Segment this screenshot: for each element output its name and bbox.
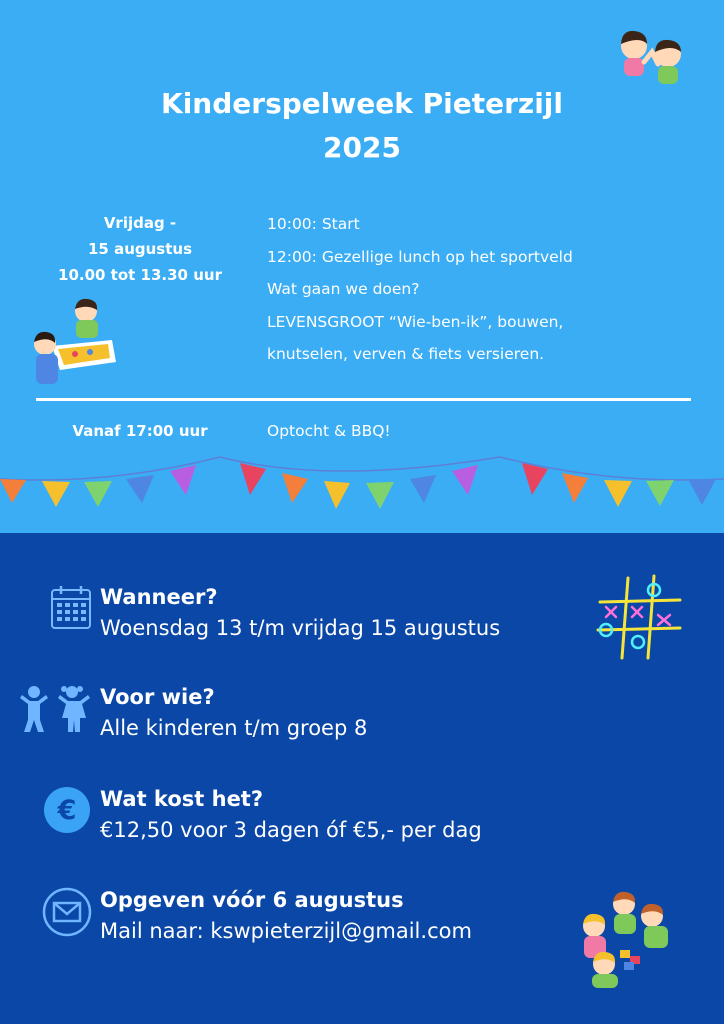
bunting-flag bbox=[604, 480, 632, 507]
bunting-flag bbox=[366, 482, 394, 509]
bunting-garland bbox=[0, 455, 724, 515]
bunting-flag bbox=[282, 473, 308, 503]
schedule-line: knutselen, verven & fiets versieren. bbox=[267, 345, 545, 363]
bunting-flag bbox=[410, 475, 436, 503]
bunting-flag bbox=[452, 465, 478, 495]
bunting-flag bbox=[324, 481, 350, 509]
calendar-icon bbox=[50, 584, 92, 630]
friday-day: Vrijdag - bbox=[103, 214, 177, 232]
bunting-flag bbox=[646, 480, 674, 506]
euro-icon bbox=[43, 786, 91, 834]
title-line-2: 2025 bbox=[323, 131, 401, 164]
schedule-line: 12:00: Gezellige lunch op het sportveld bbox=[267, 247, 573, 266]
bunting-flag bbox=[562, 473, 588, 503]
info-who bbox=[100, 683, 367, 745]
evening-activity: Optocht & BBQ! bbox=[267, 422, 391, 440]
bunting-flag bbox=[0, 479, 26, 503]
kids-high-five-illustration bbox=[612, 24, 690, 98]
signup-text: Mail naar: kswpieterzijl@gmail.com bbox=[100, 919, 472, 943]
schedule-list bbox=[267, 208, 573, 371]
when-text: Woensdag 13 t/m vrijdag 15 augustus bbox=[100, 616, 501, 640]
title-line-1: Kinderspelweek Pieterzijl bbox=[161, 87, 563, 120]
children-icon bbox=[14, 684, 92, 734]
bunting-flag bbox=[522, 463, 548, 495]
friday-time: 10.00 tot 13.30 uur bbox=[58, 266, 222, 284]
schedule-line: 10:00: Start bbox=[267, 215, 360, 233]
cost-text: €12,50 voor 3 dagen óf €5,- per dag bbox=[100, 818, 482, 842]
tic-tac-toe-icon bbox=[592, 570, 687, 665]
who-heading: Voor wie? bbox=[100, 685, 215, 709]
bunting-flag bbox=[170, 465, 196, 495]
signup-heading: Opgeven vóór 6 augustus bbox=[100, 888, 404, 912]
bunting-flag bbox=[240, 463, 266, 495]
when-heading: Wanneer? bbox=[100, 585, 218, 609]
info-cost bbox=[100, 785, 482, 847]
kids-board-game-illustration bbox=[30, 296, 120, 390]
evening-time: Vanaf 17:00 uur bbox=[72, 422, 208, 440]
schedule-line: LEVENSGROOT “Wie-ben-ik”, bouwen, bbox=[267, 312, 564, 331]
who-text: Alle kinderen t/m groep 8 bbox=[100, 716, 368, 740]
kids-crafting-illustration bbox=[574, 890, 686, 992]
svg-text:€: € bbox=[57, 795, 77, 826]
bunting-flag bbox=[42, 481, 70, 507]
bunting-flag bbox=[126, 475, 154, 503]
friday-date: 15 augustus bbox=[87, 240, 193, 258]
cost-heading: Wat kost het? bbox=[100, 787, 264, 811]
schedule-line: Wat gaan we doen? bbox=[267, 280, 420, 298]
info-signup bbox=[100, 886, 472, 948]
info-when bbox=[100, 583, 500, 645]
divider bbox=[36, 398, 691, 401]
bunting-flag bbox=[84, 481, 112, 507]
friday-block bbox=[40, 210, 240, 288]
mail-icon bbox=[42, 887, 92, 937]
bunting-flag bbox=[688, 479, 716, 505]
